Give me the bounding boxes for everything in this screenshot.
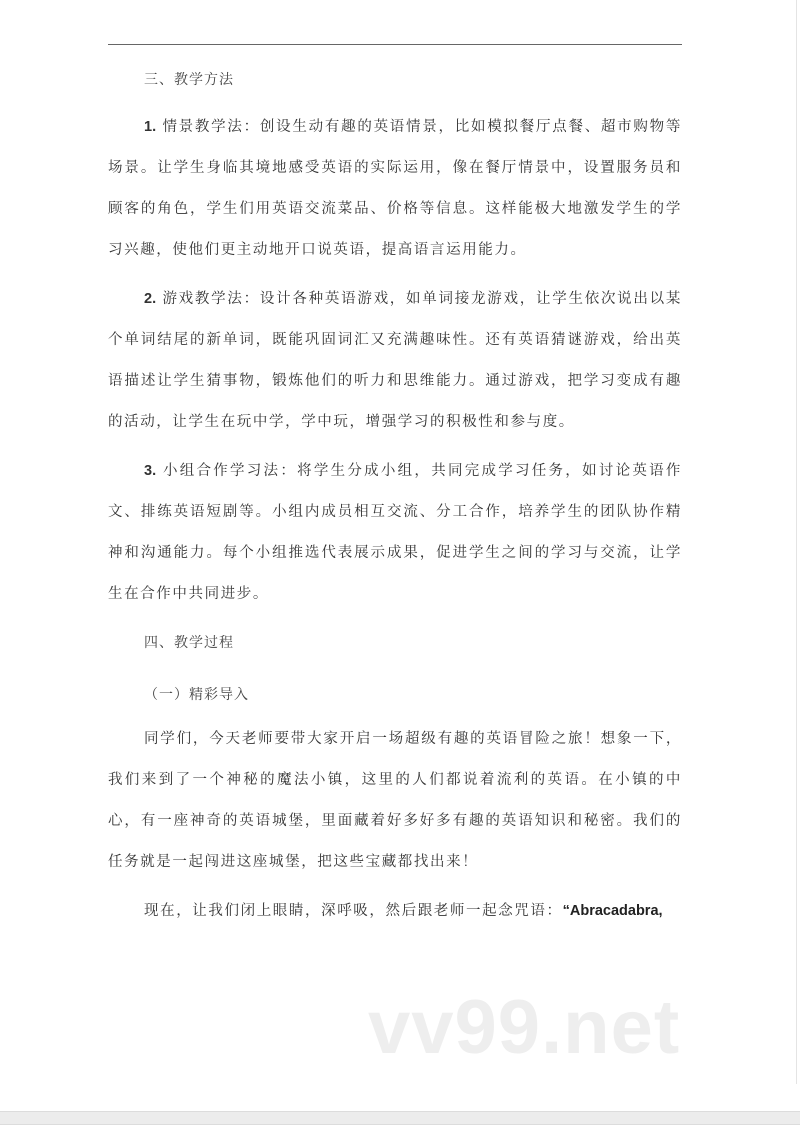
paragraph-text: 小组合作学习法：将学生分成小组，共同完成学习任务，如讨论英语作文、排练英语短剧等。小组内成员相互交流、分工合作，培养学生的团队协作精神和沟通能力。每个小组推选代表展示成果，促进学生之间的学习与交流，让学生在合作中共同进步。	[108, 463, 682, 602]
paragraph-text: 现在，让我们闭上眼睛，深呼吸，然后跟老师一起念咒语：	[144, 903, 563, 919]
watermark: vv99.net	[368, 985, 681, 1070]
page-separator	[0, 1111, 800, 1125]
paragraph-method-3	[108, 451, 682, 615]
section-heading-teaching-methods: 三、教学方法	[144, 72, 234, 88]
paragraph-method-2	[108, 279, 682, 443]
list-number: 2.	[144, 291, 157, 307]
paragraph-text: 同学们，今天老师要带大家开启一场超级有趣的英语冒险之旅！想象一下，我们来到了一个神秘的魔法小镇，这里的人们都说着流利的英语。在小镇的中心，有一座神奇的英语城堡，里面藏着好多好多有趣的英语知识和秘密。我们的任务就是一起闯进这座城堡，把这些宝藏都找出来！	[108, 731, 682, 870]
spell-text: “Abracadabra,	[562, 903, 663, 919]
subheading-introduction: （一）精彩导入	[144, 687, 249, 703]
paragraph-intro	[108, 719, 682, 883]
section-heading-teaching-process: 四、教学过程	[144, 635, 234, 651]
paragraph-text: 游戏教学法：设计各种英语游戏，如单词接龙游戏，让学生依次说出以某个单词结尾的新单词，既能巩固词汇又充满趣味性。还有英语猜谜游戏，给出英语描述让学生猜事物，锻炼他们的听力和思维能力。通过游戏，把学习变成有趣的活动，让学生在玩中学，学中玩，增强学习的积极性和参与度。	[108, 291, 682, 430]
paragraph-spell	[108, 891, 682, 932]
next-page-top	[0, 1125, 800, 1137]
list-number: 3.	[144, 463, 157, 479]
paragraph-text: 情景教学法：创设生动有趣的英语情景，比如模拟餐厅点餐、超市购物等场景。让学生身临其境地感受英语的实际运用，像在餐厅情景中，设置服务员和顾客的角色，学生们用英语交流菜品、价格等信息。这样能极大地激发学生的学习兴趣，使他们更主动地开口说英语，提高语言运用能力。	[108, 119, 682, 258]
page-content	[108, 62, 682, 932]
list-number: 1.	[144, 119, 157, 135]
paragraph-method-1	[108, 107, 682, 271]
header-rule	[108, 44, 682, 45]
